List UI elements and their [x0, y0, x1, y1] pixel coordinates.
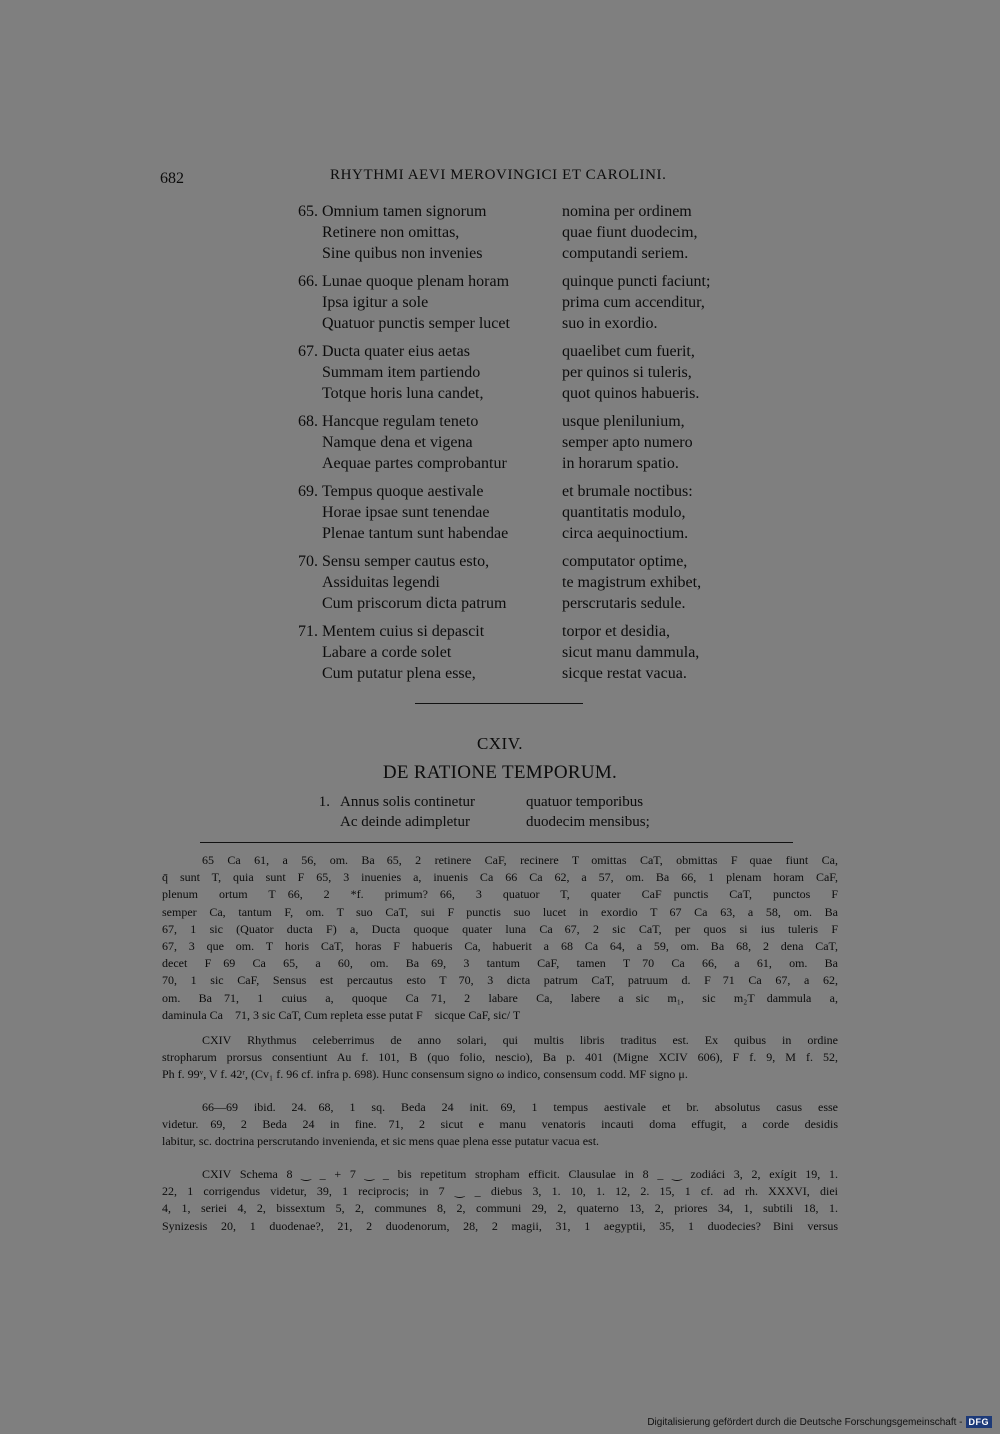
verse-second-half: suo in exordio.: [562, 315, 658, 332]
verse-second-half: per quinos si tuleris,: [562, 364, 692, 381]
stanza: [280, 271, 760, 334]
stanza: [280, 201, 760, 264]
stanza-number: 69.: [298, 483, 318, 500]
note-line: Synizesis 20, 1 duodenae?, 21, 2 duodenorum, 28, 2 magii, 31, 1 aegyptii, 35, 1 duodecies? Bini versus: [162, 1218, 838, 1233]
verse-line: [280, 271, 760, 292]
verse-second-half: quinque puncti faciunt;: [562, 273, 711, 290]
verse-line: [280, 593, 760, 614]
verse-line: [280, 201, 760, 222]
page-number: 682: [160, 170, 184, 187]
verse-second-half: quantitatis modulo,: [562, 504, 686, 521]
note-schema: [162, 1166, 838, 1235]
verse-second-half: sicque restat vacua.: [562, 665, 687, 682]
stanza-number: 1.: [318, 794, 330, 810]
stanza-number: 66.: [298, 273, 318, 290]
stanza: [280, 481, 760, 544]
note-line: 65 Ca 61, a 56, om. Ba 65, 2 retinere CaF, recinere T omittas CaT, obmittas F quae fiunt Ca,: [202, 853, 838, 867]
section-number: CXIV.: [476, 734, 524, 753]
verse-second-half: quatuor temporibus: [526, 794, 644, 810]
stanza-number: 71.: [298, 623, 318, 640]
verse-first-half: Sensu semper cautus esto,: [322, 553, 490, 570]
critical-apparatus: [162, 852, 838, 1024]
verse-line: [280, 432, 760, 453]
note-line: 22, 1 corrigendus videtur, 39, 1 reciprocis; in 7 ‿ _ diebus 3, 1. 10, 1. 12, 2. 15, 1 cf. ad rh. XXXVI, diei: [162, 1184, 838, 1199]
stanza: [280, 621, 760, 684]
note-line: daminula Ca 71, 3 sic CaT, Cum repleta esse putat F sicque CaF, sic/ T: [162, 1007, 521, 1022]
verse-line: [280, 292, 760, 313]
verse-second-half: te magistrum exhibet,: [562, 574, 702, 591]
verse-first-half: Assiduitas legendi: [322, 574, 440, 591]
stanza-number: 65.: [298, 203, 318, 220]
verse-line: [280, 383, 760, 404]
note-line: 4, 1, seriei 4, 2, bissextum 5, 2, communes 8, 2, communi 29, 2, quaterno 13, 2, priores 34, 1, subtili 18, 1.: [162, 1201, 838, 1216]
verse-second-half: semper apto numero: [562, 434, 693, 451]
verse-first-half: Ducta quater eius aetas: [322, 343, 470, 360]
verse-first-half: Retinere non omittas,: [322, 224, 460, 241]
verse-first-half: Quatuor punctis semper lucet: [322, 315, 510, 332]
verse-first-half: Cum priscorum dicta patrum: [322, 595, 507, 612]
verse-line: [300, 792, 720, 812]
verse-line: [280, 621, 760, 642]
verse-second-half: prima cum accenditur,: [562, 294, 705, 311]
verse-first-half: Plenae tantum sunt habendae: [322, 525, 509, 542]
verse-first-half: Aequae partes comprobantur: [322, 455, 507, 472]
stanza-number: 70.: [298, 553, 318, 570]
verse-line: [280, 481, 760, 502]
verse-line: [280, 523, 760, 544]
note-line: stropharum prorsus consentiunt Au f. 101, B (quo folio, nescio), Ba p. 401 (Migne XCIV 606), F f. 9, M f. 52,: [162, 1050, 838, 1065]
verse-line: [280, 362, 760, 383]
verse-first-half: Omnium tamen signorum: [322, 203, 487, 220]
verse-first-half: Hancque regulam teneto: [322, 413, 479, 430]
note-line: Ph f. 99ᵛ, V f. 42ʳ, (Cv₁ f. 96 cf. infra p. 698). Hunc consensum signo ω indico, consensum codd. MF signo μ.: [162, 1067, 688, 1082]
verse-line: [280, 572, 760, 593]
verse-line: [280, 243, 760, 264]
running-head: RHYTHMI AEVI MEROVINGICI ET CAROLINI.: [330, 167, 667, 183]
verse-first-half: Annus solis continetur: [340, 794, 475, 810]
stanza: [280, 341, 760, 404]
note-sources: [162, 1099, 838, 1151]
verse-first-half: Summam item partiendo: [322, 364, 481, 381]
verse-line: [280, 642, 760, 663]
note-cxiv: [162, 1032, 838, 1084]
note-line: CXIV Schema 8 ‿ _ + 7 ‿ _ bis repetitum stropham efficit. Clausulae in 8 _ ‿ zodiáci 3, 2, exígit 19, 1.: [202, 1167, 838, 1181]
verse-second-half: circa aequinoctium.: [562, 525, 689, 542]
note-line: 67, 1 sic (Quator ducta F) a, Ducta quoque quater luna Ca 67, 2 sic CaT, per quos si ius tuleris F: [162, 921, 838, 936]
note-line: 67, 3 que om. T horis CaT, horas F habueris Ca, habuerit a 68 Ca 64, a 59, om. Ba 68, 2 dena CaT,: [162, 939, 838, 954]
note-line: 70, 1 sic CaF, Sensus est percautus esto T 70, 3 dicta patrum CaT, patruum d. F 71 Ca 67, a 62,: [162, 973, 838, 988]
verse-line: [280, 313, 760, 334]
verse-line: [280, 551, 760, 572]
note-line: decet F 69 Ca 65, a 60, om. Ba 69, 3 tantum CaF, tamen T 70 Ca 66, a 61, om. Ba: [162, 956, 838, 971]
note-line: CXIV Rhythmus celeberrimus de anno solari, qui multis libris traditus est. Ex quibus in ordine: [202, 1033, 838, 1047]
verse-second-half: computandi seriem.: [562, 245, 689, 262]
note-line: semper Ca, tantum F, om. T suo CaT, sui F punctis suo lucet in exordio T 67 Ca 63, a 58, om. Ba: [162, 904, 838, 919]
verse-second-half: quae fiunt duodecim,: [562, 224, 698, 241]
verse-second-half: quaelibet cum fuerit,: [562, 343, 695, 360]
note-line: 66—69 ibid. 24. 68, 1 sq. Beda 24 init. 69, 1 tempus aestivale et br. absolutus casus esse: [202, 1100, 838, 1114]
verse-first-half: Namque dena et vigena: [322, 434, 473, 451]
note-line: om. Ba 71, 1 cuius a, quoque Ca 71, 2 labare Ca, labere a sic m₁, sic m₂T dammula a,: [162, 990, 838, 1005]
verse-second-half: computator optime,: [562, 553, 688, 570]
verse-line: [280, 222, 760, 243]
note-line: plenum ortum T 66, 2 *f. primum? 66, 3 quatuor T, quater CaF punctis CaT, punctos F: [162, 887, 838, 902]
verse-first-half: Tempus quoque aestivale: [322, 483, 484, 500]
verse-first-half: Totque horis luna candet,: [322, 385, 484, 402]
verse-first-half: Labare a corde solet: [322, 644, 452, 661]
note-line: q̄ sunt T, quia sunt F 65, 3 inuenies a, inuenis Ca 66 Ca 62, a 57, om. Ba 66, 1 plenam horam CaF,: [162, 870, 838, 885]
verse-second-half: in horarum spatio.: [562, 455, 679, 472]
verse-first-half: Horae ipsae sunt tenendae: [322, 504, 490, 521]
section-first-stanza: [300, 792, 720, 832]
footer: [647, 1416, 992, 1428]
verse-second-half: nomina per ordinem: [562, 203, 692, 220]
verse-line: [280, 453, 760, 474]
section-divider: [415, 703, 583, 704]
verse-line: [280, 341, 760, 362]
verse-second-half: sicut manu dammula,: [562, 644, 700, 661]
dfg-logo: DFG: [966, 1416, 993, 1428]
verse-line: [300, 812, 720, 832]
verse-line: [280, 663, 760, 684]
note-line: labitur, sc. doctrina perscrutando invenienda, et sic mens quae plena esse putatur vacua est.: [162, 1134, 600, 1149]
verse-second-half: duodecim mensibus;: [526, 814, 650, 830]
verse-first-half: Sine quibus non invenies: [322, 245, 483, 262]
stanza: [280, 411, 760, 474]
verse-first-half: Lunae quoque plenam horam: [322, 273, 510, 290]
stanza-number: 68.: [298, 413, 318, 430]
note-line: videtur. 69, 2 Beda 24 in fine. 71, 2 sicut e manu venatoris incauti doma effugit, a corde desidis: [162, 1117, 838, 1132]
stanza: [280, 551, 760, 614]
verse-second-half: perscrutaris sedule.: [562, 595, 686, 612]
verse-first-half: Cum putatur plena esse,: [322, 665, 476, 682]
verse-line: [280, 502, 760, 523]
verse-second-half: et brumale noctibus:: [562, 483, 693, 500]
verse-second-half: usque plenilunium,: [562, 413, 685, 430]
verse-first-half: Mentem cuius si depascit: [322, 623, 485, 640]
verse-first-half: Ac deinde adimpletur: [340, 814, 470, 830]
verse-second-half: torpor et desidia,: [562, 623, 670, 640]
verse-second-half: quot quinos habueris.: [562, 385, 700, 402]
footer-credit: Digitalisierung gefördert durch die Deutsche Forschungsgemeinschaft -: [647, 1416, 963, 1428]
section-title: DE RATIONE TEMPORUM.: [382, 762, 618, 783]
verse-first-half: Ipsa igitur a sole: [322, 294, 429, 311]
footnote-divider: [200, 842, 793, 843]
stanza-number: 67.: [298, 343, 318, 360]
verse-line: [280, 411, 760, 432]
